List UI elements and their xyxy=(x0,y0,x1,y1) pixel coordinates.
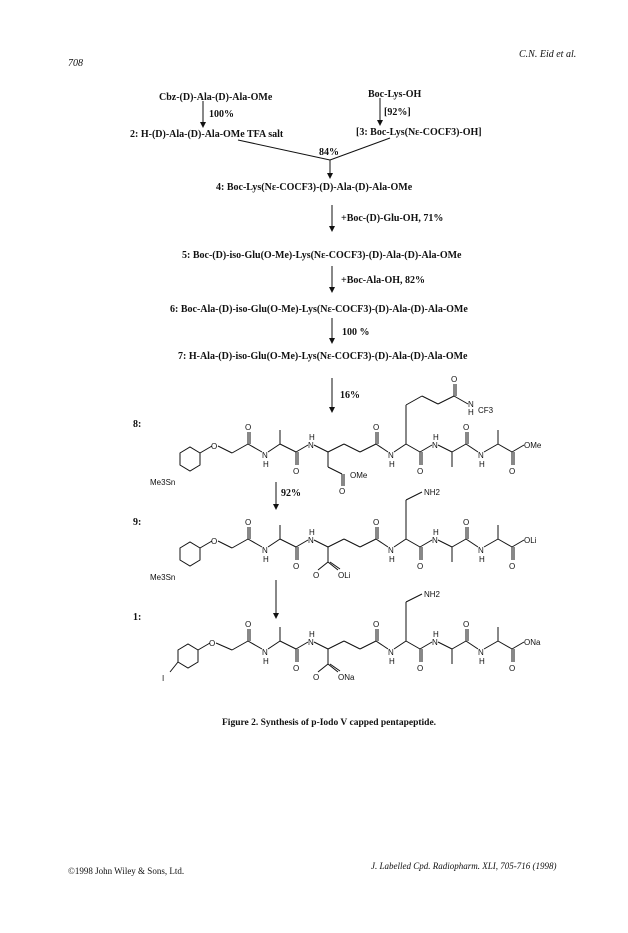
svg-text:N: N xyxy=(478,546,484,555)
svg-text:O: O xyxy=(245,620,252,629)
svg-text:O: O xyxy=(463,423,470,432)
s9-nh2: NH2 xyxy=(424,488,441,497)
svg-text:N: N xyxy=(388,648,394,657)
structure-8 xyxy=(150,375,542,496)
svg-text:N: N xyxy=(388,451,394,460)
svg-text:H: H xyxy=(433,433,439,442)
s1-tail: ONa xyxy=(524,638,541,647)
svg-text:H: H xyxy=(309,528,315,537)
svg-text:N: N xyxy=(478,648,484,657)
svg-text:O: O xyxy=(463,518,470,527)
svg-text:O: O xyxy=(313,673,320,682)
svg-text:H: H xyxy=(479,555,485,564)
svg-text:O: O xyxy=(293,562,300,571)
s8-lys-h: H xyxy=(468,408,474,417)
label-8: 8: xyxy=(133,419,142,430)
aryl-ring xyxy=(180,447,200,471)
reagent-4-5: +Boc-(D)-Glu-OH, 71% xyxy=(341,213,444,224)
s8-aryl-sub: Me3Sn xyxy=(150,478,176,487)
reagent-5-6: +Boc-Ala-OH, 82% xyxy=(341,275,426,286)
yield-7-8: 16% xyxy=(340,390,360,401)
yield-6-7: 100 % xyxy=(342,327,370,338)
start-right: Boc-Lys-OH xyxy=(368,89,422,100)
start-left: Cbz-(D)-Ala-(D)-Ala-OMe xyxy=(159,92,273,103)
s1-side-ester: ONa xyxy=(338,673,355,682)
aryl-ring xyxy=(180,542,200,566)
svg-text:H: H xyxy=(389,657,395,666)
svg-text:N: N xyxy=(308,638,314,647)
svg-text:N: N xyxy=(308,536,314,545)
svg-text:O: O xyxy=(373,423,380,432)
svg-text:N: N xyxy=(262,451,268,460)
s9-tail: OLi xyxy=(524,536,537,545)
svg-text:O: O xyxy=(509,467,516,476)
svg-text:H: H xyxy=(389,555,395,564)
svg-text:O: O xyxy=(293,467,300,476)
compound-5: 5: Boc-(D)-iso-Glu(O-Me)-Lys(Nε-COCF3)-(D)-Ala-(D)-Ala-OMe xyxy=(182,250,462,261)
svg-text:N: N xyxy=(262,648,268,657)
s8-tail: OMe xyxy=(524,441,542,450)
svg-text:O: O xyxy=(451,375,458,384)
converge-left xyxy=(238,140,330,160)
svg-text:O: O xyxy=(245,423,252,432)
svg-text:N: N xyxy=(308,441,314,450)
yield-8-9: 92% xyxy=(281,488,301,499)
svg-text:O: O xyxy=(211,537,218,546)
svg-text:O: O xyxy=(245,518,252,527)
svg-text:N: N xyxy=(262,546,268,555)
compound-4: 4: Boc-Lys(Nε-COCF3)-(D)-Ala-(D)-Ala-OMe xyxy=(216,182,413,193)
s1-aryl-sub: I xyxy=(162,674,165,683)
yield-left: 100% xyxy=(209,109,234,120)
svg-text:O: O xyxy=(373,620,380,629)
svg-text:O: O xyxy=(417,467,424,476)
svg-text:O: O xyxy=(313,571,320,580)
svg-text:N: N xyxy=(432,638,438,647)
s8-lys-n: N xyxy=(468,400,474,409)
svg-text:H: H xyxy=(309,630,315,639)
s9-aryl-sub: Me3Sn xyxy=(150,573,176,582)
citation: J. Labelled Cpd. Radiopharm. XLI, 705-716 (1998) xyxy=(371,861,557,871)
svg-text:N: N xyxy=(478,451,484,460)
svg-text:N: N xyxy=(432,536,438,545)
yield-right: [92%] xyxy=(384,107,411,118)
s8-side-ester: OMe xyxy=(350,471,368,480)
page-number: 708 xyxy=(68,58,83,69)
structure-1 xyxy=(162,590,541,683)
s1-nh2: NH2 xyxy=(424,590,441,599)
svg-text:H: H xyxy=(263,460,269,469)
compound-7: 7: H-Ala-(D)-iso-Glu(O-Me)-Lys(Nε-COCF3)-(D)-Ala-(D)-Ala-OMe xyxy=(178,351,468,362)
compound-3: [3: Boc-Lys(Nε-COCF3)-OH] xyxy=(356,127,482,138)
svg-text:O: O xyxy=(293,664,300,673)
svg-text:H: H xyxy=(263,555,269,564)
svg-text:O: O xyxy=(417,562,424,571)
copyright: ©1998 John Wiley & Sons, Ltd. xyxy=(68,866,185,876)
label-1: 1: xyxy=(133,612,142,623)
svg-text:H: H xyxy=(479,657,485,666)
label-9: 9: xyxy=(133,517,142,528)
svg-text:O: O xyxy=(509,562,516,571)
svg-text:H: H xyxy=(479,460,485,469)
svg-text:O: O xyxy=(373,518,380,527)
structure-9 xyxy=(150,488,537,582)
svg-text:O: O xyxy=(417,664,424,673)
svg-text:H: H xyxy=(433,528,439,537)
s8-cf3: CF3 xyxy=(478,406,494,415)
svg-text:N: N xyxy=(388,546,394,555)
svg-text:O: O xyxy=(463,620,470,629)
aryl-ring xyxy=(178,644,198,668)
svg-text:H: H xyxy=(433,630,439,639)
converge-right xyxy=(330,138,390,160)
figure-caption: Figure 2. Synthesis of p-Iodo V capped pentapeptide. xyxy=(222,718,437,728)
compound-6: 6: Boc-Ala-(D)-iso-Glu(O-Me)-Lys(Nε-COCF3)-(D)-Ala-(D)-Ala-OMe xyxy=(170,304,468,315)
svg-text:H: H xyxy=(263,657,269,666)
svg-text:O: O xyxy=(339,487,346,496)
svg-text:O: O xyxy=(211,442,218,451)
s9-side-ester: OLi xyxy=(338,571,351,580)
svg-text:H: H xyxy=(389,460,395,469)
svg-text:O: O xyxy=(509,664,516,673)
compound-2: 2: H-(D)-Ala-(D)-Ala-OMe TFA salt xyxy=(130,129,284,140)
svg-text:H: H xyxy=(309,433,315,442)
svg-text:N: N xyxy=(432,441,438,450)
svg-text:O: O xyxy=(209,639,216,648)
yield-coupling: 84% xyxy=(319,147,339,158)
running-author: C.N. Eid et al. xyxy=(519,49,577,60)
